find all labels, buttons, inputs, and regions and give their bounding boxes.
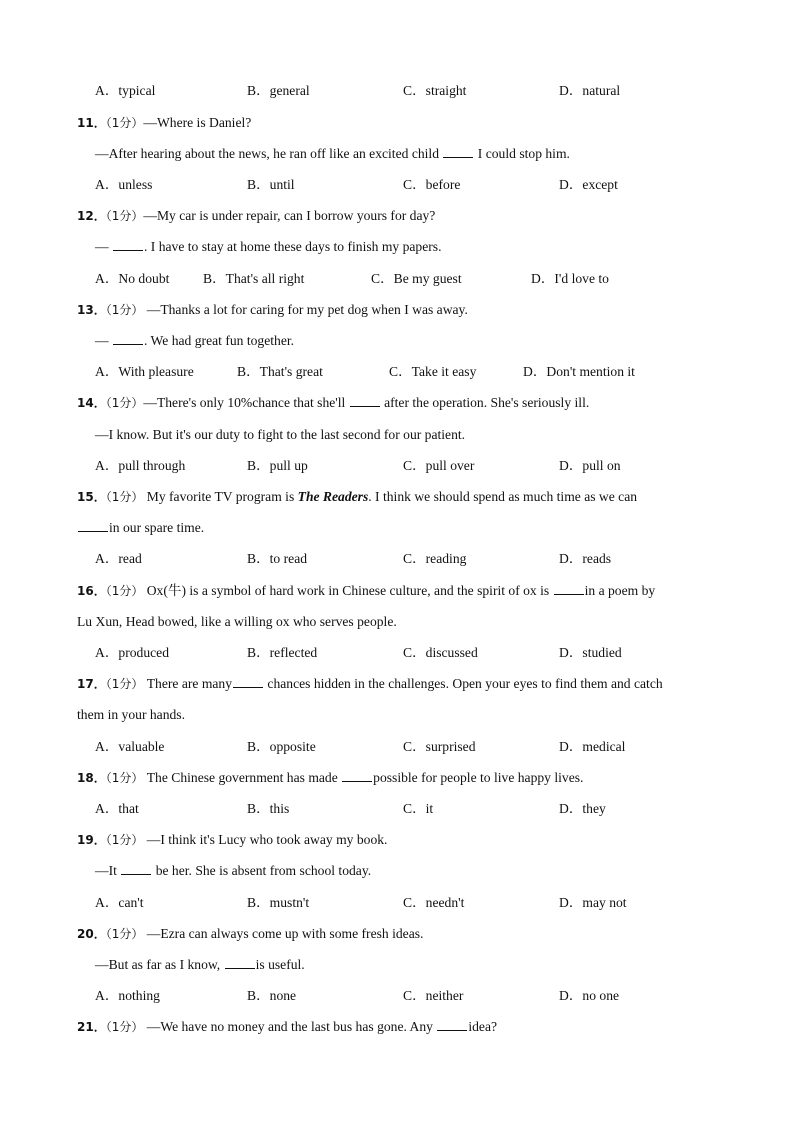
question-number: 19． <box>77 833 106 847</box>
q17-option-a[interactable]: A．valuable <box>95 739 165 754</box>
q18-option-c[interactable]: C．it <box>403 801 434 816</box>
q11-option-d[interactable]: D．except <box>559 177 618 192</box>
q17-option-d[interactable]: D．medical <box>559 739 626 754</box>
q20-stem: 20．（1分） —Ezra can always come up with some fresh ideas. <box>77 926 424 941</box>
q13-stem: 13．（1分） —Thanks a lot for caring for my pet dog when I was away. <box>77 302 468 317</box>
q20-option-c[interactable]: C．neither <box>403 988 464 1003</box>
q13-line2: — . We had great fun together. <box>95 333 295 348</box>
question-score: （1分） <box>105 833 144 847</box>
q13-option-b[interactable]: B．That's great <box>237 364 323 379</box>
q18-option-a[interactable]: A．that <box>95 801 139 816</box>
q10-option-c[interactable]: C．straight <box>403 83 467 98</box>
q21-stem: 21．（1分） —We have no money and the last bus has gone. Any idea? <box>77 1019 498 1034</box>
q19-option-c[interactable]: C．needn't <box>403 895 465 910</box>
q11-option-c[interactable]: C．before <box>403 177 461 192</box>
question-number: 18． <box>77 771 106 785</box>
q12-option-a[interactable]: A．No doubt <box>95 271 170 286</box>
q19-stem: 19．（1分） —I think it's Lucy who took away my book. <box>77 832 388 847</box>
answer-blank <box>225 956 255 969</box>
answer-blank <box>78 519 108 532</box>
q17-option-b[interactable]: B．opposite <box>247 739 316 754</box>
q14-option-d[interactable]: D．pull on <box>559 458 621 473</box>
answer-blank <box>554 582 584 595</box>
q16-line2: Lu Xun, Head bowed, like a willing ox who serves people. <box>77 614 397 629</box>
q14-option-b[interactable]: B．pull up <box>247 458 308 473</box>
question-number: 11． <box>77 116 106 130</box>
q13-option-a[interactable]: A．With pleasure <box>95 364 194 379</box>
q12-option-b[interactable]: B．That's all right <box>203 271 305 286</box>
answer-blank <box>342 769 372 782</box>
question-score: （1分） <box>105 396 144 410</box>
q14-option-c[interactable]: C．pull over <box>403 458 475 473</box>
q10-option-b[interactable]: B．general <box>247 83 310 98</box>
question-number: 16． <box>77 584 106 598</box>
question-number: 17． <box>77 677 106 691</box>
q20-option-a[interactable]: A．nothing <box>95 988 160 1003</box>
q18-options <box>95 800 735 818</box>
q11-option-b[interactable]: B．until <box>247 177 295 192</box>
q11-options <box>95 176 735 194</box>
question-score: （1分） <box>105 490 144 504</box>
answer-blank <box>113 332 143 345</box>
question-number: 15． <box>77 490 106 504</box>
q14-line2: —I know. But it's our duty to fight to the last second for our patient. <box>95 427 466 442</box>
q13-option-c[interactable]: C．Take it easy <box>389 364 477 379</box>
q10-option-d[interactable]: D．natural <box>559 83 621 98</box>
q12-option-d[interactable]: D．I'd love to <box>531 271 609 286</box>
question-score: （1分） <box>105 209 144 223</box>
q17-options <box>95 738 735 756</box>
q14-option-a[interactable]: A．pull through <box>95 458 186 473</box>
question-number: 12． <box>77 209 106 223</box>
q18-stem: 18．（1分） The Chinese government has made possible for people to live happy lives. <box>77 770 584 785</box>
q19-options <box>95 894 735 912</box>
q15-option-d[interactable]: D．reads <box>559 551 612 566</box>
q18-option-b[interactable]: B．this <box>247 801 290 816</box>
program-title: The Readers <box>297 489 369 504</box>
q13-options <box>95 363 735 381</box>
q19-option-a[interactable]: A．can't <box>95 895 144 910</box>
answer-blank <box>121 862 151 875</box>
q14-stem: 14．（1分）—There's only 10%chance that she'll after the operation. She's seriously ill. <box>77 395 590 410</box>
question-score: （1分） <box>105 303 144 317</box>
q15-options <box>95 550 735 568</box>
q10-options <box>95 82 735 100</box>
q10-option-a[interactable]: A．typical <box>95 83 156 98</box>
q16-option-d[interactable]: D．studied <box>559 645 622 660</box>
question-score: （1分） <box>105 677 144 691</box>
q12-option-c[interactable]: C．Be my guest <box>371 271 462 286</box>
q16-option-a[interactable]: A．produced <box>95 645 169 660</box>
q16-options <box>95 644 735 662</box>
question-number: 13． <box>77 303 106 317</box>
question-score: （1分） <box>105 927 144 941</box>
question-score: （1分） <box>105 584 144 598</box>
q17-option-c[interactable]: C．surprised <box>403 739 476 754</box>
q11-option-a[interactable]: A．unless <box>95 177 153 192</box>
question-score: （1分） <box>105 1020 144 1034</box>
question-score: （1分） <box>105 771 144 785</box>
q18-option-d[interactable]: D．they <box>559 801 606 816</box>
q20-option-d[interactable]: D．no one <box>559 988 620 1003</box>
q12-options <box>95 270 735 288</box>
answer-blank <box>350 394 380 407</box>
q16-stem: 16．（1分） Ox(牛) is a symbol of hard work in Chinese culture, and the spirit of ox is in a poem by <box>77 583 656 598</box>
q15-option-b[interactable]: B．to read <box>247 551 308 566</box>
q19-line2: —It be her. She is absent from school today. <box>95 863 372 878</box>
q17-line2: them in your hands. <box>77 707 185 722</box>
answer-blank <box>443 145 473 158</box>
q17-stem: 17．（1分） There are many chances hidden in the challenges. Open your eyes to find them and catch <box>77 676 663 691</box>
q15-option-c[interactable]: C．reading <box>403 551 467 566</box>
q20-option-b[interactable]: B．none <box>247 988 297 1003</box>
question-score: （1分） <box>105 116 144 130</box>
answer-blank <box>437 1018 467 1031</box>
q16-option-b[interactable]: B．reflected <box>247 645 318 660</box>
q15-option-a[interactable]: A．read <box>95 551 142 566</box>
q19-option-b[interactable]: B．mustn't <box>247 895 310 910</box>
q20-options <box>95 987 735 1005</box>
q11-line2: —After hearing about the news, he ran off like an excited child I could stop him. <box>95 146 570 161</box>
question-number: 21． <box>77 1020 106 1034</box>
question-number: 20． <box>77 927 106 941</box>
q14-options <box>95 457 735 475</box>
q12-stem: 12．（1分）—My car is under repair, can I borrow yours for day? <box>77 208 436 223</box>
answer-blank <box>233 675 263 688</box>
question-number: 14． <box>77 396 106 410</box>
q15-stem: 15．（1分） My favorite TV program is The Readers. I think we should spend as much time as we can <box>77 489 638 504</box>
answer-blank <box>113 238 143 251</box>
q19-option-d[interactable]: D．may not <box>559 895 627 910</box>
q20-line2: —But as far as I know, is useful. <box>95 957 305 972</box>
q16-option-c[interactable]: C．discussed <box>403 645 478 660</box>
q13-option-d[interactable]: D．Don't mention it <box>523 364 635 379</box>
q15-line2: in our spare time. <box>77 519 204 537</box>
q11-stem: 11．（1分）—Where is Daniel? <box>77 115 252 130</box>
q12-line2: — . I have to stay at home these days to finish my papers. <box>95 239 442 254</box>
